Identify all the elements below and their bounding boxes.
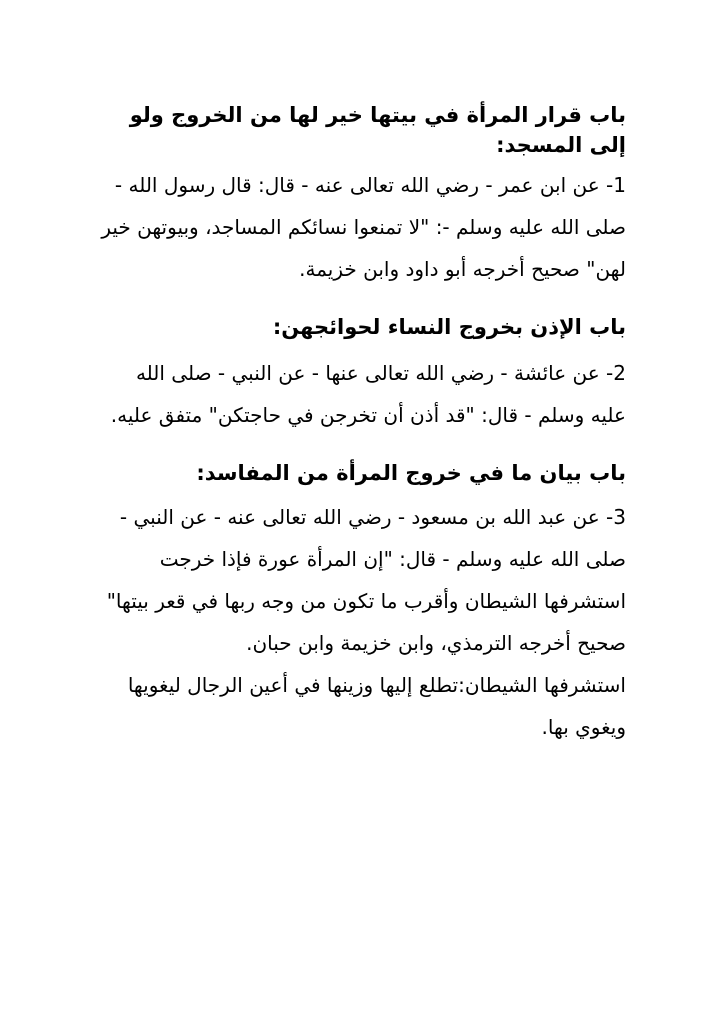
section-1-heading: باب قرار المرأة في بيتها خير لها من الخروج ولو إلى المسجد: (129, 103, 626, 157)
hadith-3-gloss: استشرفها الشيطان:تطلع إليها وزينها في أعين الرجال ليغويها ويغوي بها. (127, 673, 626, 739)
hadith-1-text: 1- عن ابن عمر - رضي الله تعالى عنه - قال: قال رسول الله - صلى الله عليه وسلم -: "لا تمنعوا نسائكم المساجد، وبيوتهن خير لهن" صحيح أخرجه أبو داود وابن خزيمة. (101, 173, 626, 281)
document-page (100, 100, 626, 748)
hadith-3-text: 3- عن عبد الله بن مسعود - رضي الله تعالى عنه - عن النبي - صلى الله عليه وسلم - قال: "إن المرأة عورة فإذا خرجت استشرفها الشيطان وأقرب ما تكون من وجه ربها في قعر بيتها" صحيح أخرجه الترمذي، وابن خزيمة وابن حبان. (106, 505, 626, 655)
section-3-heading: باب بيان ما في خروج المرأة من المفاسد: (196, 461, 626, 485)
hadith-2-text: 2- عن عائشة - رضي الله تعالى عنها - عن النبي - صلى الله عليه وسلم - قال: "قد أذن أن تخرجن في حاجتكن" متفق عليه. (110, 361, 626, 427)
section-2-heading: باب الإذن بخروج النساء لحوائجهن: (272, 315, 626, 339)
